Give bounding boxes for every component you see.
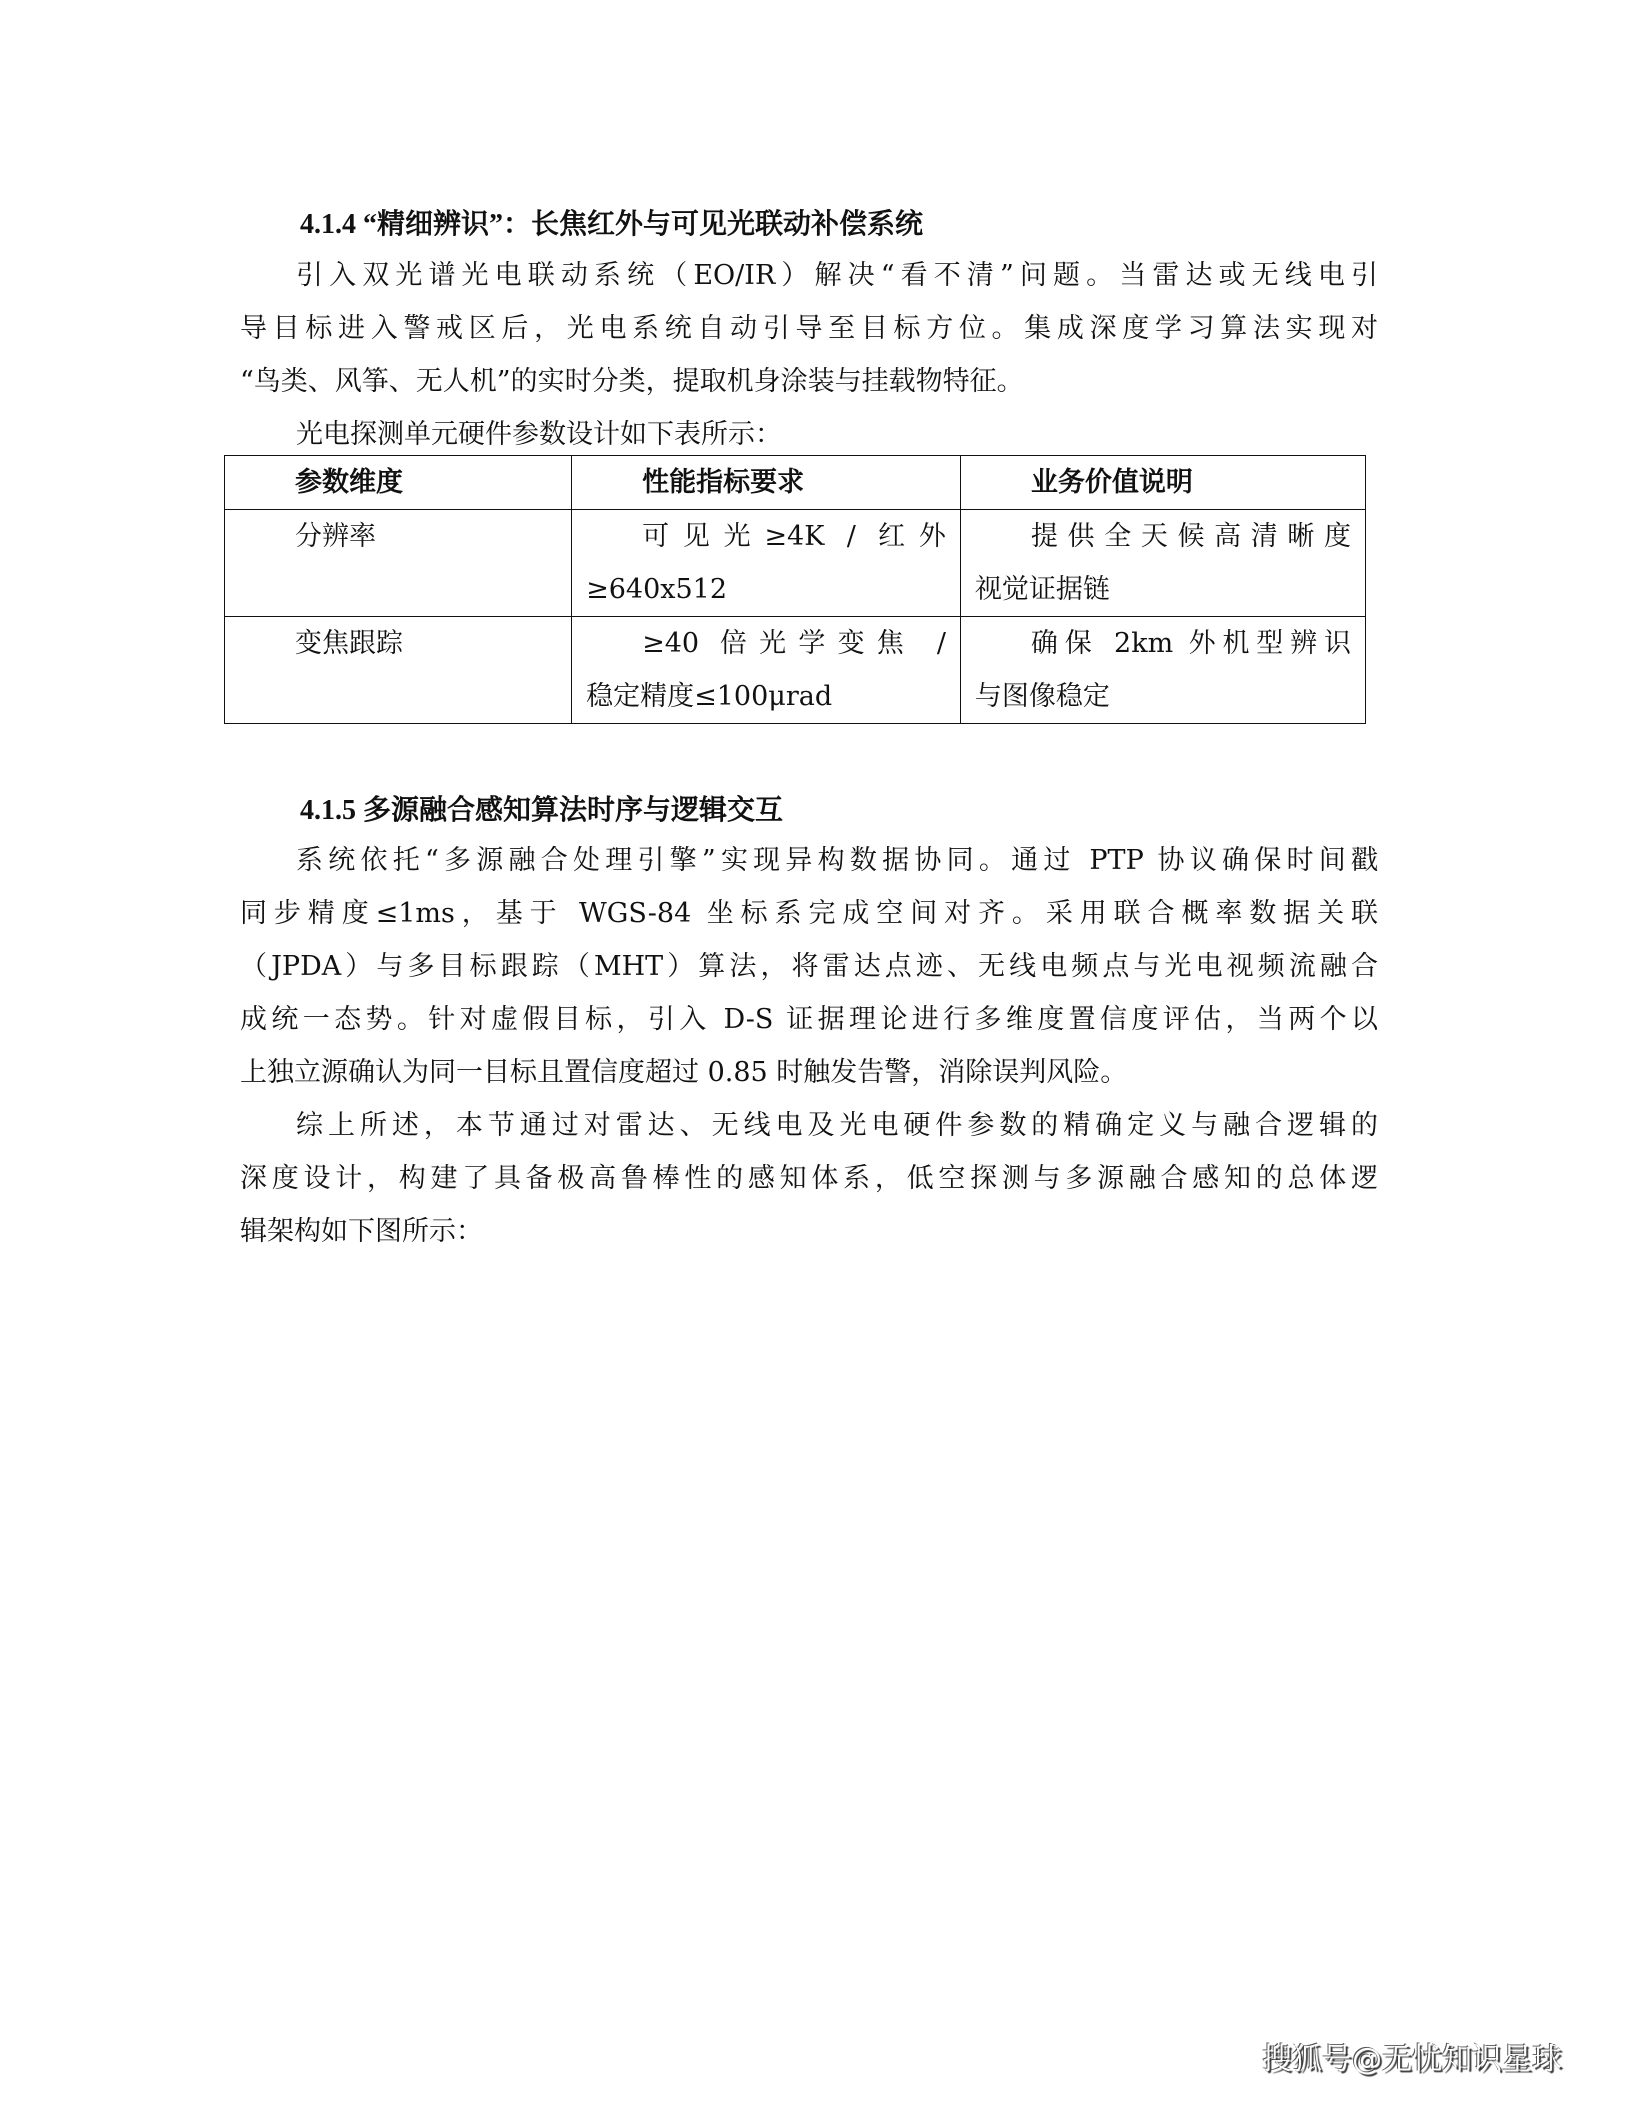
cell-text-line: ≥40 倍光学变焦 /	[642, 628, 946, 659]
header-cell: 业务价值说明	[960, 456, 1365, 510]
table-cell	[960, 617, 1365, 724]
text-line: 系统依托“多源融合处理引擎”实现异构数据协同。通过 PTP 协议确保时间戳	[296, 845, 1378, 876]
text-line: 辑架构如下图所示：	[240, 1216, 483, 1247]
table-header-row	[225, 456, 1366, 510]
cell-text-line: 确保 2km 外机型辨识	[1030, 628, 1351, 659]
header-cell: 性能指标要求	[572, 456, 961, 510]
paragraph-eo-ir	[240, 249, 1378, 408]
cell-text-line: 稳定精度≤100μrad	[586, 681, 833, 712]
text-line: 成统一态势。针对虚假目标，引入 D-S 证据理论进行多维度置信度评估，当两个以	[240, 1004, 1378, 1035]
text-line: 引入双光谱光电联动系统（EO/IR）解决“看不清”问题。当雷达或无线电引	[296, 260, 1378, 291]
text-line: 导目标进入警戒区后，光电系统自动引导至目标方位。集成深度学习算法实现对	[240, 313, 1378, 344]
table-row	[225, 617, 1366, 724]
cell-text-line: 变焦跟踪	[295, 628, 403, 659]
cell-text-line: 视觉证据链	[974, 574, 1110, 605]
hardware-parameter-table	[224, 455, 1366, 724]
paragraph-fusion-engine	[240, 834, 1378, 1099]
text-line: 综上所述，本节通过对雷达、无线电及光电硬件参数的精确定义与融合逻辑的	[296, 1110, 1378, 1141]
section-heading-4-1-5: 4.1.5 多源融合感知算法时序与逻辑交互	[300, 795, 784, 826]
table-cell	[225, 510, 572, 617]
text-line: 同步精度≤1ms，基于 WGS-84 坐标系完成空间对齐。采用联合概率数据关联	[240, 898, 1378, 929]
cell-text-line: 提供全天候高清晰度	[1030, 521, 1351, 552]
header-cell: 参数维度	[225, 456, 572, 510]
section-heading-4-1-4: 4.1.4 “精细辨识”：长焦红外与可见光联动补偿系统	[300, 209, 924, 240]
paragraph-summary	[240, 1099, 1378, 1258]
table-row	[225, 510, 1366, 617]
table-cell	[572, 617, 961, 724]
text-line: 上独立源确认为同一目标且置信度超过 0.85 时触发告警，消除误判风险。	[240, 1057, 1128, 1088]
text-line: 深度设计，构建了具备极高鲁棒性的感知体系，低空探测与多源融合感知的总体逻	[240, 1163, 1378, 1194]
cell-text-line: 与图像稳定	[974, 681, 1110, 712]
table-cell	[225, 617, 572, 724]
watermark: 搜狐号@无忧知识星球	[1262, 2042, 1562, 2077]
table-cell	[572, 510, 961, 617]
cell-text-line: 可见光≥4K / 红外	[642, 521, 946, 552]
paragraph-table-intro	[240, 408, 1378, 461]
text-line: 光电探测单元硬件参数设计如下表所示：	[296, 419, 782, 450]
cell-text-line: ≥640x512	[586, 574, 728, 605]
text-line: （JPDA）与多目标跟踪（MHT）算法，将雷达点迹、无线电频点与光电视频流融合	[240, 951, 1378, 982]
text-line: “鸟类、风筝、无人机”的实时分类，提取机身涂装与挂载物特征。	[240, 366, 1024, 397]
cell-text-line: 分辨率	[295, 521, 376, 552]
table-cell	[960, 510, 1365, 617]
